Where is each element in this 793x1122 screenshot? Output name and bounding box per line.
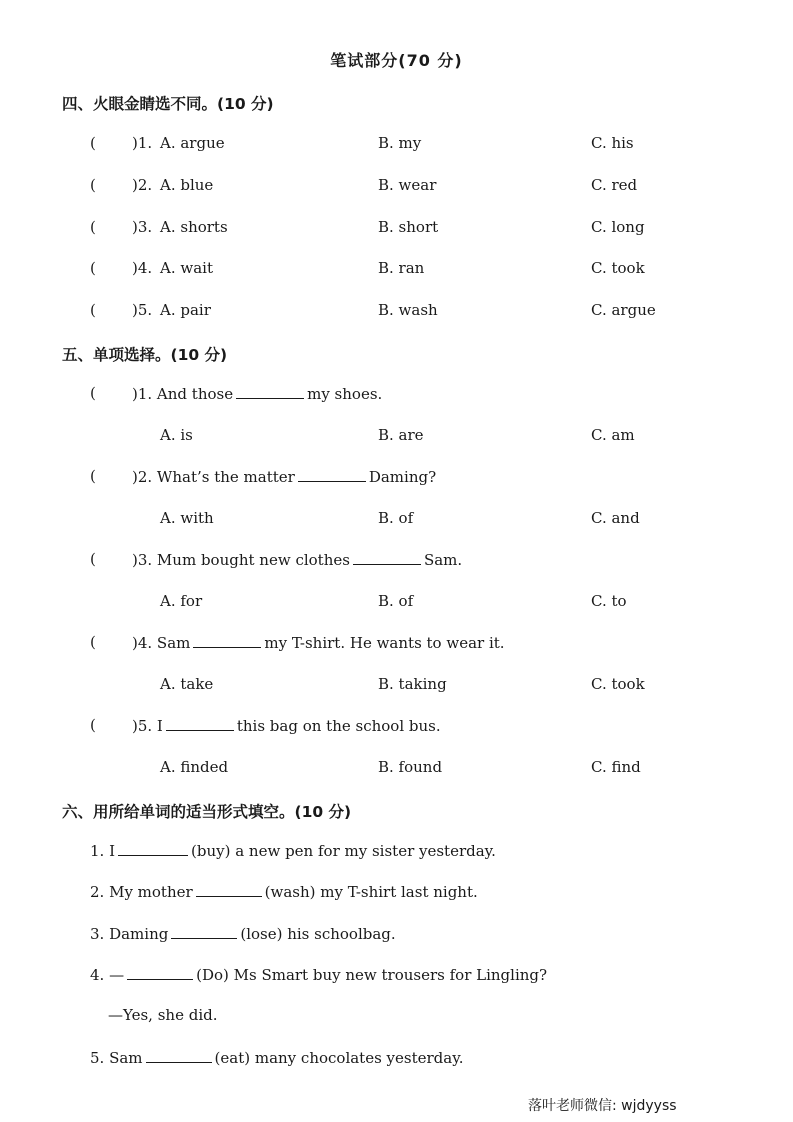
question-stem-before: 1. I: [90, 842, 116, 860]
answer-paren[interactable]: (: [90, 301, 96, 319]
blank-line[interactable]: [127, 965, 193, 980]
fill-in-question: [90, 841, 496, 860]
options-row: [0, 426, 793, 448]
question-stem-before: )2. What’s the matter: [132, 468, 295, 486]
question-stem-before: )3. Mum bought new clothes: [132, 551, 350, 569]
section-4-heading: 四、火眼金睛选不同。(10 分): [62, 95, 274, 113]
question-stem-row: [0, 467, 793, 489]
question-stem-after: my shoes.: [307, 385, 383, 403]
answer-paren[interactable]: (: [90, 218, 96, 236]
option-a: A. for: [160, 592, 203, 610]
answer-paren[interactable]: (: [90, 633, 96, 651]
option-a: A. blue: [160, 176, 214, 194]
question-row: [0, 301, 793, 323]
section-6-heading: 六、用所给单词的适当形式填空。(10 分): [62, 803, 352, 821]
question-row: [0, 134, 793, 156]
fill-in-question: [90, 924, 396, 943]
answer-paren[interactable]: (: [90, 550, 96, 568]
option-b: B. wash: [378, 301, 438, 319]
option-b: B. of: [378, 592, 414, 610]
question-stem-before: 4. —: [90, 966, 125, 984]
blank-line[interactable]: [298, 467, 366, 482]
question-stem-after: Daming?: [368, 468, 437, 486]
question-stem-after: this bag on the school bus.: [236, 717, 441, 735]
blank-line[interactable]: [196, 882, 262, 897]
question-stem-row: [0, 633, 793, 655]
option-b: B. wear: [378, 176, 437, 194]
question-row: [0, 259, 793, 281]
option-a: A. finded: [160, 758, 229, 776]
question-stem-after: (eat) many chocolates yesterday.: [214, 1049, 464, 1067]
fill-in-question: [90, 965, 547, 984]
answer-paren[interactable]: (: [90, 134, 96, 152]
option-b: B. my: [378, 134, 422, 152]
question-stem-before: )1. And those: [132, 385, 234, 403]
options-row: [0, 592, 793, 614]
blank-line[interactable]: [146, 1048, 212, 1063]
option-c: C. long: [591, 218, 645, 236]
question-number: )5.: [132, 301, 153, 319]
fill-in-question: [90, 1048, 463, 1067]
option-b: B. are: [378, 426, 424, 444]
options-row: [0, 509, 793, 531]
question-stem-after: (Do) Ms Smart buy new trousers for Lingling?: [196, 966, 548, 984]
section-5-heading: 五、单项选择。(10 分): [62, 346, 228, 364]
blank-line[interactable]: [171, 924, 237, 939]
question-stem-row: [0, 550, 793, 572]
question-stem-row: [0, 384, 793, 406]
blank-line[interactable]: [166, 716, 234, 731]
question-stem-before: 2. My mother: [90, 883, 193, 901]
footer-watermark: 落叶老师微信: wjdyyss: [528, 1098, 677, 1114]
option-b: B. taking: [378, 675, 447, 693]
question-stem-row: [0, 716, 793, 738]
page-title: 笔试部分(70 分): [330, 51, 463, 70]
option-c: C. took: [591, 675, 645, 693]
question-stem-before: 5. Sam: [90, 1049, 143, 1067]
option-c: C. his: [591, 134, 634, 152]
option-a: A. take: [160, 675, 214, 693]
answer-paren[interactable]: (: [90, 259, 96, 277]
blank-line[interactable]: [353, 550, 421, 565]
options-row: [0, 675, 793, 697]
option-c: C. and: [591, 509, 640, 527]
answer-paren[interactable]: (: [90, 716, 96, 734]
question-stem-after: Sam.: [423, 551, 463, 569]
question-stem-after: (wash) my T-shirt last night.: [264, 883, 478, 901]
question-stem-before: )5. I: [132, 717, 163, 735]
option-a: A. argue: [160, 134, 225, 152]
option-a: A. with: [160, 509, 214, 527]
option-b: B. of: [378, 509, 414, 527]
fill-in-question: [90, 882, 478, 901]
option-a: A. shorts: [160, 218, 228, 236]
option-b: B. found: [378, 758, 443, 776]
option-c: C. to: [591, 592, 627, 610]
answer-paren[interactable]: (: [90, 176, 96, 194]
question-stem-before: )4. Sam: [132, 634, 191, 652]
question-number: )3.: [132, 218, 153, 236]
question-row: [0, 176, 793, 198]
question-stem-after: (buy) a new pen for my sister yesterday.: [191, 842, 496, 860]
options-row: [0, 758, 793, 780]
option-c: C. am: [591, 426, 635, 444]
blank-line[interactable]: [236, 384, 304, 399]
option-c: C. find: [591, 758, 641, 776]
option-c: C. argue: [591, 301, 656, 319]
question-number: )1.: [132, 134, 153, 152]
option-b: B. ran: [378, 259, 425, 277]
option-a: A. pair: [160, 301, 211, 319]
question-stem-after: (lose) his schoolbag.: [240, 925, 396, 943]
dialogue-answer: —Yes, she did.: [108, 1006, 218, 1024]
option-c: C. took: [591, 259, 645, 277]
answer-paren[interactable]: (: [90, 384, 96, 402]
question-number: )4.: [132, 259, 153, 277]
option-b: B. short: [378, 218, 439, 236]
blank-line[interactable]: [118, 841, 188, 856]
question-stem-after: my T-shirt. He wants to wear it.: [264, 634, 505, 652]
question-row: [0, 218, 793, 240]
question-number: )2.: [132, 176, 153, 194]
option-a: A. is: [160, 426, 193, 444]
option-c: C. red: [591, 176, 638, 194]
question-stem-before: 3. Daming: [90, 925, 169, 943]
answer-paren[interactable]: (: [90, 467, 96, 485]
option-a: A. wait: [160, 259, 213, 277]
blank-line[interactable]: [193, 633, 261, 648]
